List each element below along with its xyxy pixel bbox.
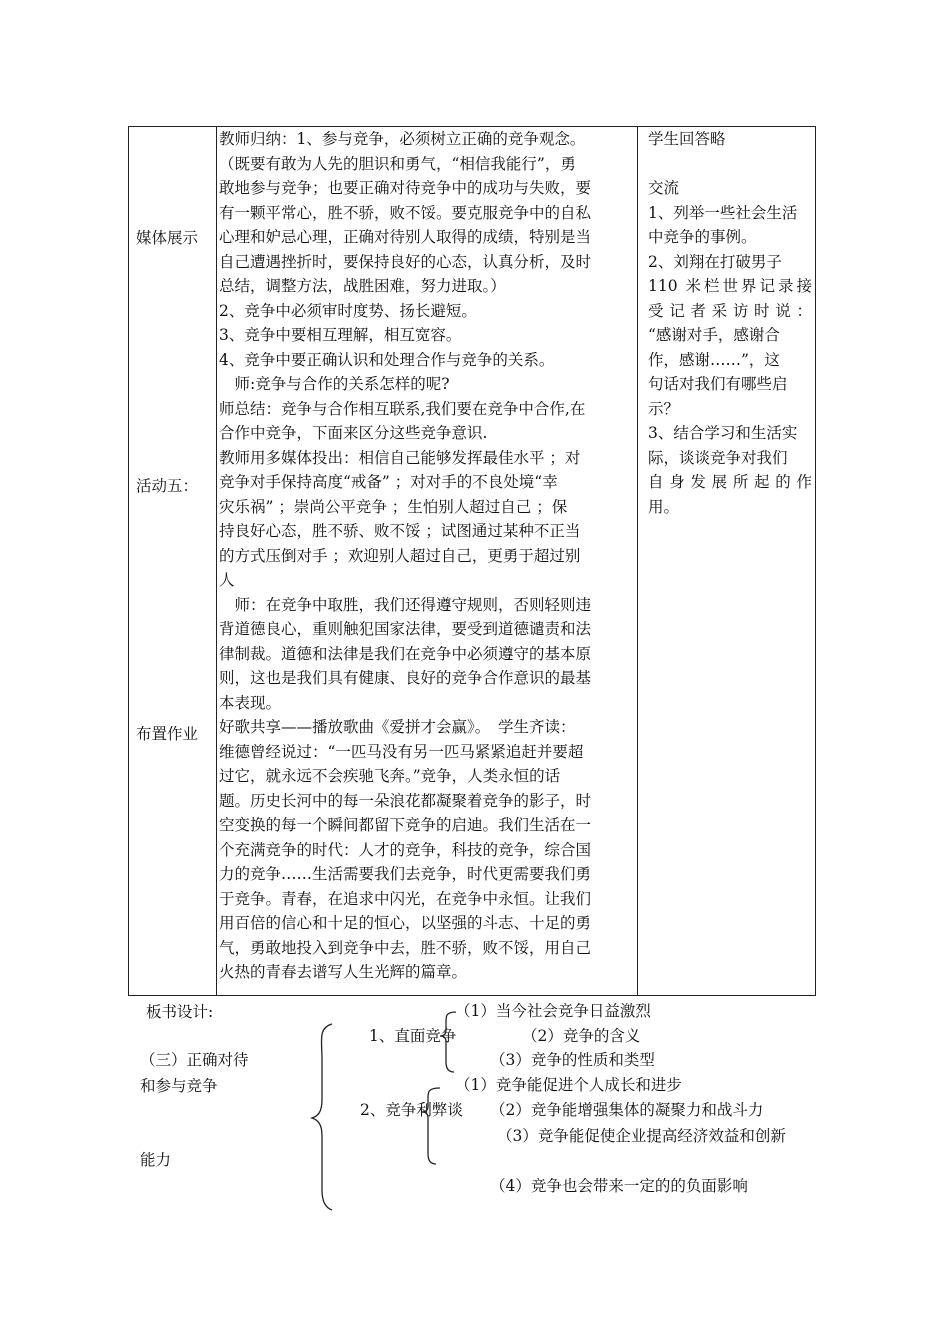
student-line: 交流 <box>648 179 680 197</box>
branch2-item: （2）竞争能增强集体的凝聚力和战斗力 <box>490 1101 764 1119</box>
student-line: 受记者采访时说： <box>648 301 812 320</box>
student-line: 自身发展所起的作 <box>648 473 812 491</box>
content-line: 气，勇敢地投入到竞争中去，胜不骄，败不馁，用自己 <box>219 938 592 957</box>
content-line: 人 <box>219 571 235 589</box>
content-line: 好歌共享——播放歌曲《爱拼才会赢》。 学生齐读： <box>219 718 576 736</box>
student-line: 中竞争的事例。 <box>648 228 757 246</box>
branch2-item: （3）竞争能促使企业提高经济效益和创新 <box>497 1127 786 1145</box>
branch2-item: （1）竞争能促进个人成长和进步 <box>455 1076 682 1094</box>
content-line: 自己遭遇挫折时，要保持良好的心态，认真分析，及时 <box>219 252 592 271</box>
content-line: 背道德良心，重则触犯国家法律，要受到道德谴责和法 <box>219 620 592 638</box>
brace-branch1 <box>440 1012 456 1072</box>
branch1-item: （3）竞争的性质和类型 <box>490 1051 655 1069</box>
content-line: 4、竞争中要正确认识和处理合作与竞争的关系。 <box>219 350 555 369</box>
board-topic-line3: 能力 <box>140 1151 172 1169</box>
student-line: 示？ <box>648 399 680 418</box>
content-line: 于竞争。青春，在追求中闪光，在竞争中永恒。让我们 <box>219 889 592 908</box>
content-line: 火热的青春去谱写人生光辉的篇章。 <box>219 963 468 981</box>
content-line: 师：在竞争中取胜，我们还得遵守规则，否则轻则违 <box>219 595 592 614</box>
branch-pros-cons: 2、竞争利弊谈 <box>360 1101 463 1119</box>
content-line: 有一颗平常心，胜不骄，败不馁。要克服竞争中的自私 <box>219 203 592 222</box>
student-line: 用。 <box>648 497 680 516</box>
content-line: 空变换的每一个瞬间都留下竞争的启迪。我们生活在一 <box>219 816 592 834</box>
label-activity-five: 活动五： <box>136 477 199 495</box>
content-line: 本表现。 <box>219 693 282 712</box>
content-line: 过它，就永远不会疾驰飞奔。”竞争，人类永恒的话 <box>219 767 561 785</box>
student-line: 2、刘翔在打破男子 <box>648 252 782 271</box>
student-line: 际，谈谈竞争对我们 <box>648 448 788 467</box>
student-line: 3、结合学习和生活实 <box>648 424 798 442</box>
student-line: 学生回答略 <box>648 130 726 148</box>
content-line: 的方式压倒对手 ；欢迎别人超过自己，更勇于超过别 <box>219 546 581 565</box>
branch2-item: （4）竞争也会带来一定的的负面影响 <box>490 1177 748 1195</box>
content-line: 力的竞争……生活需要我们去竞争，时代更需要我们勇 <box>219 865 592 883</box>
content-line: 教师用多媒体投出：相信自己能够发挥最佳水平 ；对 <box>219 448 581 467</box>
board-topic-line2: 和参与竞争 <box>140 1077 218 1095</box>
content-line: 教师归纳：1、参与竞争，必须树立正确的竞争观念。 <box>219 130 586 148</box>
student-line: “感谢对手，感谢合 <box>648 326 780 344</box>
student-line: 1、列举一些社会生活 <box>648 203 798 222</box>
content-line: 2、竞争中必须审时度势、扬长避短。 <box>219 301 477 320</box>
branch1-item: （1）当今社会竞争日益激烈 <box>455 1002 651 1020</box>
branch1-item: （2）竞争的含义 <box>522 1027 641 1045</box>
content-line: 用百倍的信心和十足的恒心，以坚强的斗志、十足的勇 <box>219 914 592 932</box>
content-line: 则，这也是我们具有健康、良好的竞争合作意识的最基 <box>219 669 592 687</box>
student-line: 作，感谢……”，这 <box>648 350 780 369</box>
content-line: 师:竞争与合作的关系怎样的呢? <box>219 375 450 393</box>
content-line: 敢地参与竞争；也要正确对待竞争中的成功与失败，要 <box>219 179 592 197</box>
student-line: 110 米栏世界记录接 <box>648 277 812 295</box>
content-line: （既要有敢为人先的胆识和勇气，“相信我能行”，勇 <box>219 154 576 173</box>
content-line: 灾乐祸” ；崇尚公平竞争 ；生怕别人超过自己 ；保 <box>219 497 568 516</box>
brace-branch2 <box>422 1088 440 1164</box>
content-line: 总结，调整方法，战胜困难，努力进取。） <box>219 277 506 295</box>
large-brace <box>312 1024 332 1210</box>
content-line: 竞争对手保持高度“戒备” ；对对手的不良处境“幸 <box>219 473 558 491</box>
content-line: 合作中竞争，下面来区分这些竞争意识. <box>219 424 488 442</box>
content-line: 维德曾经说过：“一匹马没有另一匹马紧紧追赶并要超 <box>219 742 584 761</box>
content-line: 师总结：竞争与合作相互联系,我们要在竞争中合作,在 <box>219 399 586 418</box>
label-homework: 布置作业 <box>136 725 199 743</box>
branch-direct-competition: 1、直面竞争 <box>369 1027 457 1045</box>
label-media: 媒体展示 <box>136 229 199 247</box>
content-line: 律制裁。道德和法律是我们在竞争中必须遵守的基本原 <box>219 644 592 663</box>
content-line: 题。历史长河中的每一朵浪花都凝聚着竞争的影子，时 <box>219 791 592 810</box>
board-heading: 板书设计: <box>146 1003 214 1021</box>
content-line: 个充满竞争的时代：人才的竞争，科技的竞争，综合国 <box>219 840 592 859</box>
board-topic-line1: （三）正确对待 <box>140 1051 249 1069</box>
content-line: 持良好心态，胜不骄、败不馁 ；试图通过某种不正当 <box>219 522 581 540</box>
content-line: 3、竞争中要相互理解，相互宽容。 <box>219 326 462 344</box>
content-line: 心理和妒忌心理，正确对待别人取得的成绩，特别是当 <box>219 228 592 246</box>
student-line: 句话对我们有哪些启 <box>648 375 788 393</box>
